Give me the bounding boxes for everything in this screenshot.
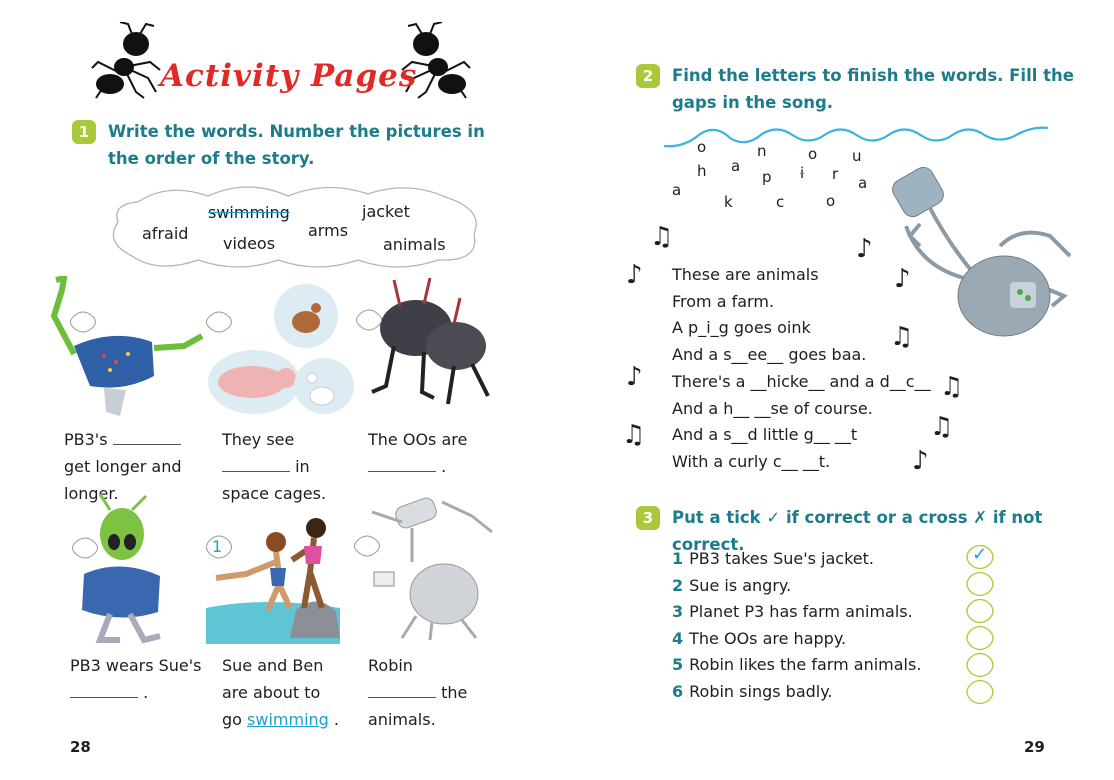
item-number: 4 <box>672 628 684 648</box>
instruction-line: the order of the story. <box>108 149 315 168</box>
statement-list <box>672 546 921 706</box>
answer-flower-2[interactable] <box>964 571 996 597</box>
song-line[interactable]: And a h__ __se of course. <box>672 398 873 418</box>
picture-number-answer: 1 <box>212 537 223 556</box>
song-line[interactable]: There's a __hicke__ and a d__c__ <box>672 371 931 391</box>
caption-text: PB3's <box>64 430 108 449</box>
cloud-word: afraid <box>142 224 189 243</box>
caption-3 <box>368 426 467 480</box>
music-note-icon: ♪ <box>626 260 643 290</box>
letter: o <box>697 138 707 156</box>
answer-blank[interactable] <box>368 681 436 698</box>
caption-text: in <box>295 457 310 476</box>
page-title: Activity Pages <box>160 58 418 94</box>
caption-text: PB3 wears Sue's <box>70 656 202 675</box>
list-item <box>672 599 921 626</box>
music-note-icon: ♪ <box>856 234 873 264</box>
item-text: PB3 takes Sue's jacket. <box>689 549 874 568</box>
instruction-line: gaps in the song. <box>672 93 834 112</box>
music-note-icon: ♫ <box>940 372 964 402</box>
picture-pb3-jacket <box>70 494 180 644</box>
picture-pb3-arms <box>34 276 206 418</box>
caption-2 <box>222 426 326 507</box>
caption-6 <box>368 652 467 733</box>
song-line[interactable]: And a s__ee__ goes baa. <box>672 345 867 365</box>
letter: h <box>697 162 707 180</box>
question-3-badge: 3 <box>636 506 660 530</box>
item-text: Planet P3 has farm animals. <box>689 602 913 622</box>
item-number: 6 <box>672 681 684 701</box>
song-line[interactable]: And a s__d little g__ __t <box>672 425 858 445</box>
list-item <box>672 679 921 706</box>
list-item <box>672 626 921 653</box>
answer-flower-5[interactable] <box>964 652 996 678</box>
caption-text: . <box>143 683 149 702</box>
page-number-right: 29 <box>1024 738 1045 756</box>
tick-mark: ✓ <box>972 544 988 565</box>
picture-number-flower[interactable] <box>204 310 234 334</box>
caption-text: the <box>441 683 468 702</box>
letter: p <box>762 168 772 186</box>
caption-text: Sue and Ben <box>222 656 324 675</box>
question-3-instruction: Put a tick ✓ if correct or a cross ✗ if not correct. <box>672 508 1043 554</box>
picture-number-flower[interactable] <box>70 536 100 560</box>
answer-blank[interactable] <box>368 455 436 472</box>
music-note-icon: ♪ <box>894 264 911 294</box>
item-number: 3 <box>672 602 684 622</box>
answer-blank[interactable] <box>70 681 138 698</box>
answer-flower-3[interactable] <box>964 598 996 624</box>
answer-blank[interactable] <box>222 455 290 472</box>
instruction-line: Find the letters to finish the words. Fill the <box>672 66 1074 85</box>
page-number-left: 28 <box>70 738 91 756</box>
letter: r <box>832 165 839 183</box>
caption-text: get longer and <box>64 457 182 476</box>
item-text: Sue is angry. <box>689 575 792 595</box>
letter: a <box>858 174 868 192</box>
picture-number-flower[interactable] <box>354 308 384 332</box>
caption-text: . <box>441 457 447 476</box>
picture-number-flower[interactable] <box>68 310 98 334</box>
ant-left-icon <box>88 22 170 100</box>
song-lyrics <box>672 262 931 476</box>
letter: u <box>852 147 862 165</box>
answer-flower-4[interactable] <box>964 625 996 651</box>
caption-4 <box>70 652 202 706</box>
song-line[interactable]: With a curly c__ __t. <box>672 451 831 471</box>
letter: o <box>808 145 818 163</box>
caption-text: longer. <box>64 484 119 503</box>
music-note-icon: ♫ <box>650 222 674 252</box>
music-note-icon: ♫ <box>622 420 646 450</box>
answer-blank[interactable] <box>113 428 181 445</box>
letter: a <box>672 181 682 199</box>
music-note-icon: ♪ <box>626 362 643 392</box>
letter: k <box>724 193 733 211</box>
caption-text: . <box>333 710 340 729</box>
answer-filled[interactable]: swimming <box>247 710 329 729</box>
list-item <box>672 652 921 679</box>
song-line: From a farm. <box>672 291 775 311</box>
question-1-instruction <box>108 118 485 172</box>
song-line: These are animals <box>672 265 819 284</box>
list-item <box>672 546 921 573</box>
song-line[interactable]: A p_i_g goes oink <box>672 318 811 338</box>
cloud-word-crossed: swimming <box>208 203 290 222</box>
caption-text: space cages. <box>222 484 327 503</box>
letter: a <box>731 157 741 175</box>
item-number: 5 <box>672 655 684 675</box>
picture-sue-ben <box>206 512 340 644</box>
music-note-icon: ♪ <box>912 446 929 476</box>
caption-5 <box>222 652 339 733</box>
question-1-badge: 1 <box>72 120 96 144</box>
item-text: Robin sings badly. <box>689 681 833 701</box>
question-2-instruction <box>672 62 1074 116</box>
letter-crossed: i <box>800 164 805 182</box>
caption-text: are about to <box>222 683 321 702</box>
question-2-badge: 2 <box>636 64 660 88</box>
letter: c <box>776 193 785 211</box>
item-number: 2 <box>672 575 684 595</box>
picture-oos <box>364 276 504 416</box>
letter: n <box>757 142 767 160</box>
instruction-line: Write the words. Number the pictures in <box>108 122 485 141</box>
cloud-word: videos <box>223 234 276 253</box>
caption-text: Robin <box>368 656 413 675</box>
item-number: 1 <box>672 549 684 568</box>
letter: o <box>826 192 836 210</box>
caption-text: go <box>222 710 242 729</box>
cloud-word: arms <box>308 221 349 240</box>
list-item <box>672 573 921 600</box>
answer-flower-6[interactable] <box>964 679 996 705</box>
caption-text: They see <box>222 430 295 449</box>
caption-text: The OOs are <box>368 430 468 449</box>
caption-text: animals. <box>368 710 436 729</box>
music-note-icon: ♫ <box>890 322 914 352</box>
item-text: The OOs are happy. <box>689 628 847 648</box>
item-text: Robin likes the farm animals. <box>689 655 922 675</box>
picture-robin <box>352 482 502 642</box>
picture-number-flower[interactable] <box>352 534 382 558</box>
picture-farm-animals <box>206 282 356 414</box>
cloud-word: jacket <box>362 202 410 221</box>
cloud-word: animals <box>383 235 446 254</box>
music-note-icon: ♫ <box>930 412 954 442</box>
